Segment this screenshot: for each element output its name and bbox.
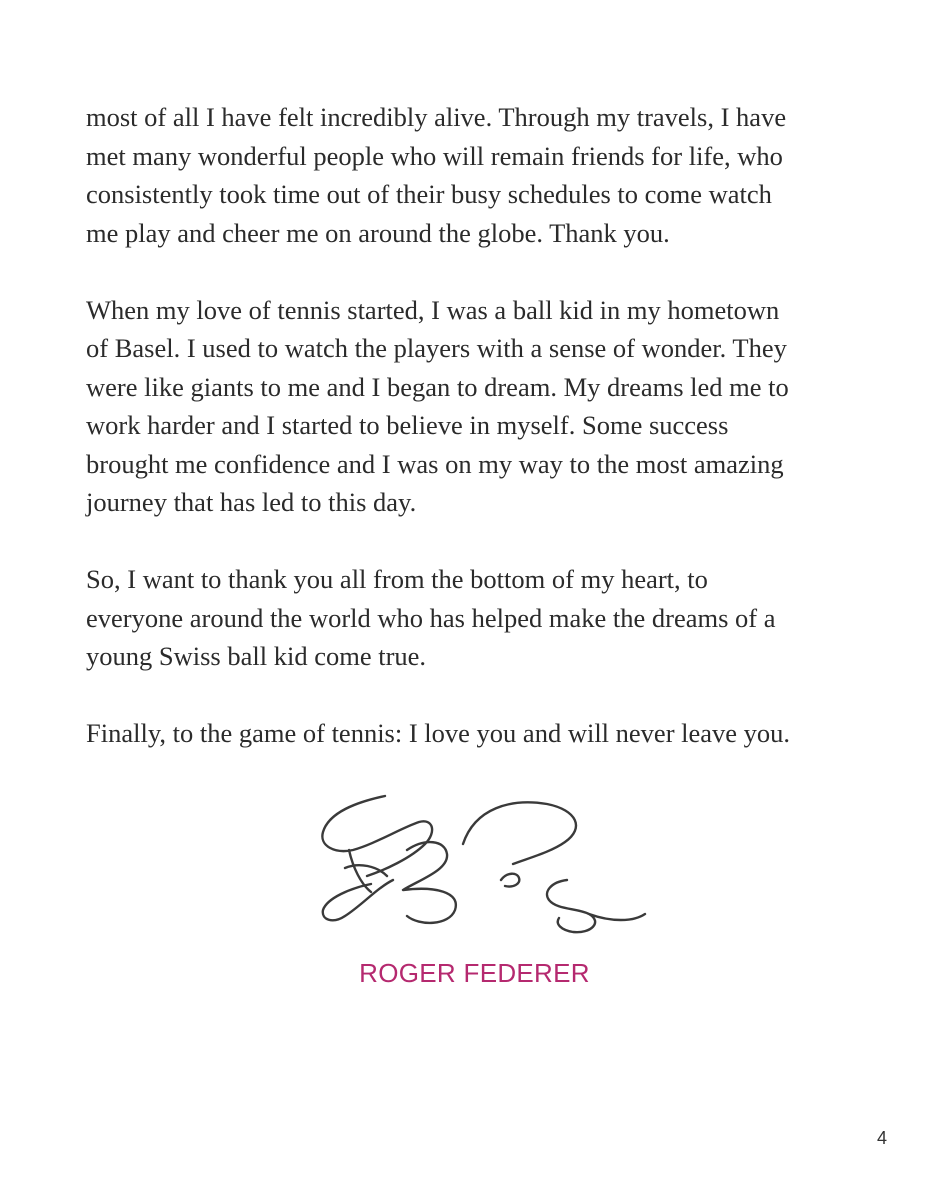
paragraph-line: journey that has led to this day. — [86, 487, 417, 517]
paragraph-1 — [86, 98, 876, 252]
page-number: 4 — [876, 1128, 887, 1148]
paragraph-line: everyone around the world who has helped make the dreams of a — [86, 602, 776, 633]
paragraph-4 — [86, 714, 876, 753]
paragraph-line: me play and cheer me on around the globe. Thank you. — [86, 217, 670, 248]
paragraph-line: Finally, to the game of tennis: I love you and will never leave you. — [86, 718, 791, 748]
handwritten-signature — [315, 788, 655, 938]
paragraph-line: brought me confidence and I was on my way to the most amazing — [86, 448, 784, 479]
paragraph-line: So, I want to thank you all from the bottom of my heart, to — [86, 564, 708, 594]
paragraph-3 — [86, 560, 876, 676]
paragraph-line: most of all I have felt incredibly alive. Through my travels, I have — [86, 102, 787, 132]
paragraph-line: young Swiss ball kid come true. — [86, 641, 427, 671]
paragraph-line: When my love of tennis started, I was a ball kid in my hometown — [86, 294, 780, 325]
paragraph-line: of Basel. I used to watch the players with a sense of wonder. They — [86, 333, 787, 363]
letter-body — [86, 98, 876, 753]
paragraph-line: met many wonderful people who will remain friends for life, who — [86, 140, 783, 171]
paragraph-2 — [86, 291, 876, 522]
signature-name: ROGER FEDERER — [359, 958, 590, 988]
paragraph-line: were like giants to me and I began to dream. My dreams led me to — [86, 371, 789, 402]
signature-drawing — [315, 788, 655, 938]
paragraph-line: work harder and I started to believe in myself. Some success — [86, 410, 729, 440]
paragraph-line: consistently took time out of their busy schedules to come watch — [86, 179, 772, 209]
